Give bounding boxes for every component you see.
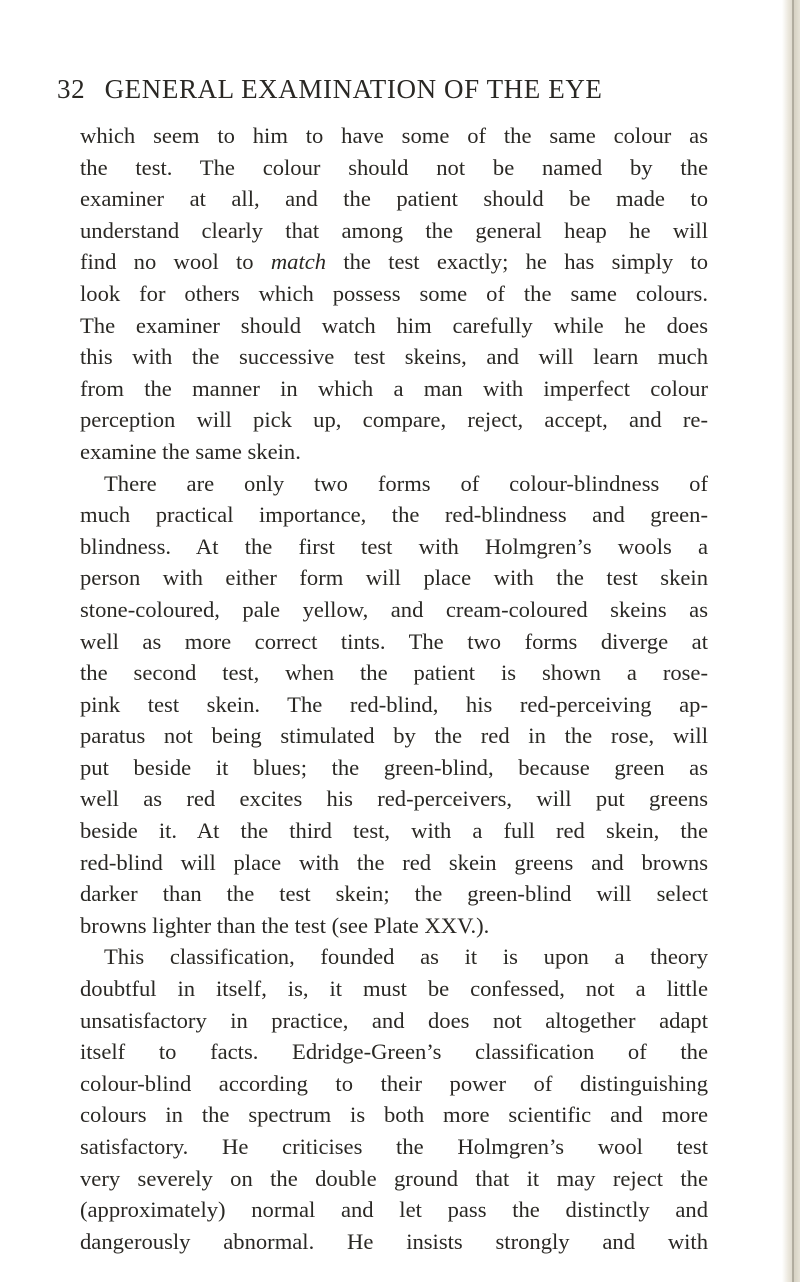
text-line: dangerously abnormal. He insists strongly and with: [80, 1228, 708, 1254]
paragraph-start-line: There are only two forms of colour-blindness of: [104, 470, 708, 496]
emphasis-match: match: [270, 249, 327, 275]
text-line: paratus not being stimulated by the red in the rose, will: [80, 723, 708, 749]
text-line: colour-blind according to their power of distinguishing: [80, 1070, 708, 1096]
paragraph-end-line: examine the same skein.: [80, 438, 301, 464]
text-line: put beside it blues; the green-blind, because green as: [80, 754, 708, 780]
text-line: well as red excites his red-perceivers, will put greens: [80, 786, 708, 812]
text-line: satisfactory. He criticises the Holmgren’s wool test: [80, 1134, 708, 1159]
text-line: very severely on the double ground that it may reject the: [80, 1165, 708, 1191]
text-line: darker than the test skein; the green-blind will select: [80, 881, 708, 907]
text-run: the test exactly; he has simply to: [326, 249, 708, 275]
text-line: which seem to him to have some of the same colour as: [80, 123, 708, 148]
text-line: the test. The colour should not be named by the: [80, 154, 708, 180]
text-line: this with the successive test skeins, and will learn much: [80, 344, 708, 370]
running-header: [57, 74, 717, 105]
paragraph-start-line: This classification, founded as it is upon a theory: [104, 944, 708, 970]
body-text: [80, 120, 708, 1257]
page-number: 32: [57, 74, 86, 104]
page-edge: [782, 0, 800, 1282]
text-line: The examiner should watch him carefully while he does: [80, 312, 708, 338]
text-line: (approximately) normal and let pass the distinctly and: [80, 1197, 708, 1223]
text-line: pink test skein. The red-blind, his red-perceiving ap-: [80, 691, 708, 717]
text-line: colours in the spectrum is both more scientific and more: [80, 1102, 708, 1128]
text-line: unsatisfactory in practice, and does not altogether adapt: [80, 1007, 708, 1033]
text-line: stone-coloured, pale yellow, and cream-coloured skeins as: [80, 596, 708, 622]
text-line: perception will pick up, compare, reject, accept, and re-: [80, 407, 708, 433]
running-title: GENERAL EXAMINATION OF THE EYE: [104, 74, 603, 104]
text-line: itself to facts. Edridge-Green’s classification of the: [80, 1039, 708, 1065]
text-line: look for others which possess some of the same colours.: [80, 280, 708, 306]
paragraph-end-line: browns lighter than the test (see Plate XXV.).: [80, 912, 490, 938]
text-line: [80, 246, 708, 278]
text-line: from the manner in which a man with imperfect colour: [80, 375, 708, 401]
text-line: person with either form will place with the test skein: [80, 565, 708, 591]
text-line: the second test, when the patient is shown a rose-: [80, 660, 708, 686]
text-line: much practical importance, the red-blindness and green-: [80, 502, 708, 528]
text-line: examiner at all, and the patient should be made to: [80, 186, 708, 212]
text-line: blindness. At the first test with Holmgren’s wools a: [80, 533, 708, 559]
text-line: understand clearly that among the general heap he will: [80, 217, 708, 243]
text-line: doubtful in itself, is, it must be confessed, not a little: [80, 976, 708, 1002]
text-line: well as more correct tints. The two forms diverge at: [80, 628, 708, 654]
text-run: find no wool to: [80, 249, 271, 275]
text-line: beside it. At the third test, with a full red skein, the: [80, 818, 708, 844]
text-line: red-blind will place with the red skein greens and browns: [80, 849, 708, 875]
